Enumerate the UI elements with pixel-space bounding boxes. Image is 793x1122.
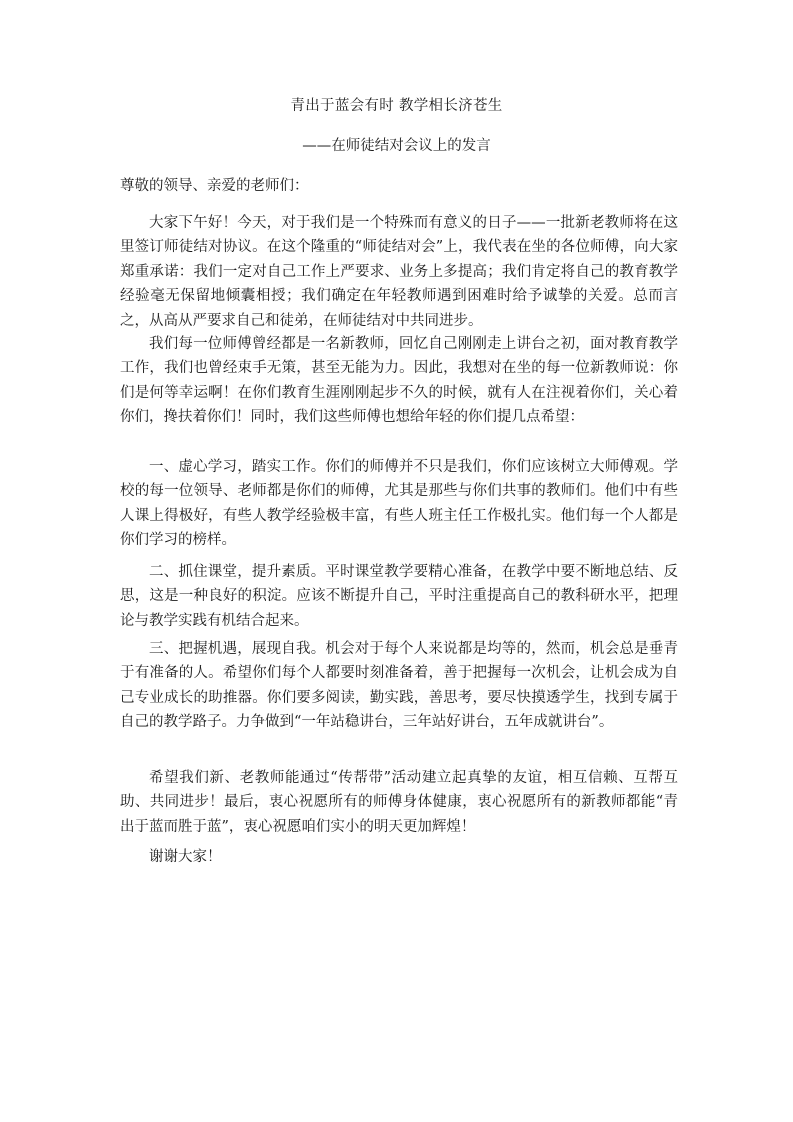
paragraph-closing: 希望我们新、老教师能通过“传帮带”活动建立起真挚的友谊，相互信赖、互帮互助、共同进步！最后，衷心祝愿所有的师傅身体健康，衷心祝愿所有的新教师都能“青出于蓝而胜于蓝”，衷心祝愿咱们实小的明天更加辉煌！ bbox=[120, 770, 678, 835]
paragraph-thanks: 谢谢大家！ bbox=[149, 849, 222, 865]
document-subtitle: ——在师徒结对会议上的发言 bbox=[302, 138, 491, 154]
paragraph-greeting: 大家下午好！今天，对于我们是一个特殊而有意义的日子——一批新老教师将在这里签订师徒结对协议。在这个隆重的“师徒结对会”上，我代表在坐的各位师傅，向大家郑重承诺：我们一定对自己工作上严要求、业务上多提高；我们肯定将自己的教育教学经验毫无保留地倾囊相授；我们确定在年轻教师遇到困难时给予诚挚的关爱。总而言之，从高从严要求自己和徒弟，在师徒结对中共同进步。 bbox=[120, 215, 678, 329]
salutation: 尊敬的领导、亲爱的老师们： bbox=[120, 178, 309, 194]
paragraph-hope-one: 一、虚心学习，踏实工作。你们的师傅并不只是我们，你们应该树立大师傅观。学校的每一位领导、老师都是你们的师傅，尤其是那些与你们共事的教师们。他们中有些人课上得极好，有些人教学经验极丰富，有些人班主任工作极扎实。他们每一个人都是你们学习的榜样。 bbox=[120, 459, 678, 549]
document-title: 青出于蓝会有时 教学相长济苍生 bbox=[290, 98, 503, 114]
paragraph-hope-three: 三、把握机遇，展现自我。机会对于每个人来说都是均等的，然而，机会总是垂青于有准备的人。希望你们每个人都要时刻准备着，善于把握每一次机会，让机会成为自己专业成长的助推器。你们要多阅读，勤实践，善思考，要尽快摸透学生，找到专属于自己的教学路子。力争做到“一年站稳讲台，三年站好讲台，五年成就讲台”。 bbox=[120, 641, 678, 731]
paragraph-recollection: 我们每一位师傅曾经都是一名新教师，回忆自己刚刚走上讲台之初，面对教育教学工作，我们也曾经束手无策，甚至无能为力。因此，我想对在坐的每一位新教师说：你们是何等幸运啊！在你们教育生涯刚刚起步不久的时候，就有人在注视着你们，关心着你们，搀扶着你们！同时，我们这些师傅也想给年轻的你们提几点希望： bbox=[120, 336, 678, 426]
paragraph-hope-two: 二、抓住课堂，提升素质。平时课堂教学要精心准备，在教学中要不断地总结、反思，这是一种良好的积淀。应该不断提升自己，平时注重提高自己的教科研水平，把理论与教学实践有机结合起来。 bbox=[120, 564, 678, 629]
